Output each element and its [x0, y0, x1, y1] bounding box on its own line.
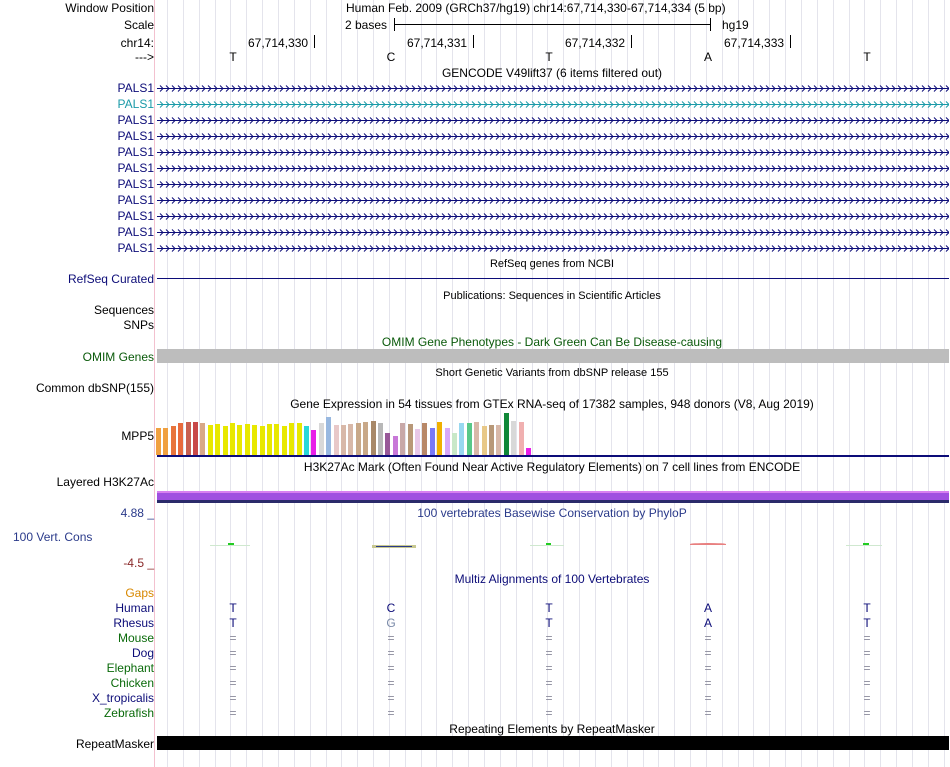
gridline — [595, 0, 596, 767]
gtex-tissue-bar[interactable] — [430, 428, 435, 455]
multiz-base: G — [386, 616, 396, 630]
gtex-tissue-bar[interactable] — [393, 436, 398, 455]
gridline — [563, 0, 564, 767]
gencode-transcript[interactable] — [157, 168, 949, 169]
gridline — [801, 0, 802, 767]
refseq-track-title[interactable]: RefSeq genes from NCBI — [489, 258, 615, 270]
gridline — [262, 0, 263, 767]
gtex-tissue-bar[interactable] — [422, 423, 427, 455]
multiz-species-label[interactable]: Zebrafish — [103, 706, 154, 720]
multiz-base: = — [545, 646, 553, 660]
publications-track-title[interactable]: Publications: Sequences in Scientific Articles — [443, 290, 661, 302]
gridline — [373, 0, 374, 767]
gtex-tissue-bar[interactable] — [274, 424, 279, 455]
multiz-base: = — [229, 646, 237, 660]
coord-3: 67,714,332 — [565, 36, 626, 50]
gridline — [215, 0, 216, 767]
gtex-tissue-bar[interactable] — [348, 424, 353, 455]
gridline — [896, 0, 897, 767]
gridline — [579, 0, 580, 767]
gridline — [357, 0, 358, 767]
gridline — [341, 0, 342, 767]
multiz-base: = — [545, 661, 553, 675]
gtex-track-label[interactable]: MPP5 — [121, 429, 154, 443]
gridline — [468, 0, 469, 767]
gencode-transcript[interactable] — [157, 88, 949, 89]
multiz-base: T — [863, 616, 871, 630]
strand-label: ---> — [135, 50, 154, 64]
gridline — [817, 0, 818, 767]
multiz-base: = — [387, 631, 395, 645]
base-5: T — [863, 50, 871, 64]
coord-4: 67,714,333 — [724, 36, 785, 50]
dbsnp-track-title[interactable]: Short Genetic Variants from dbSNP release 155 — [435, 367, 669, 379]
base-1: T — [229, 50, 237, 64]
multiz-base: = — [704, 661, 712, 675]
multiz-species-label[interactable]: Dog — [131, 646, 154, 660]
gencode-track-title[interactable]: GENCODE V49lift37 (6 items filtered out) — [441, 66, 663, 80]
multiz-base: T — [863, 601, 871, 615]
omim-track-title[interactable]: OMIM Gene Phenotypes - Dark Green Can Be Disease-causing — [381, 335, 723, 349]
multiz-species-label[interactable]: Gaps — [125, 586, 154, 600]
base-2: C — [386, 50, 396, 64]
scale-label: Scale — [123, 18, 154, 32]
gtex-tissue-bar[interactable] — [237, 425, 242, 455]
multiz-base: = — [704, 646, 712, 660]
refseq-gene-line[interactable] — [157, 278, 949, 279]
gridline — [785, 0, 786, 767]
gtex-tissue-bar[interactable] — [341, 425, 346, 455]
gridline — [849, 0, 850, 767]
gtex-tissue-bar[interactable] — [326, 417, 331, 455]
phylop-score-baseline — [846, 545, 882, 546]
gencode-gene-label[interactable]: PALS1 — [117, 209, 154, 223]
multiz-base: = — [545, 631, 553, 645]
multiz-base: T — [229, 616, 237, 630]
multiz-base: = — [387, 661, 395, 675]
dbsnp-track-label[interactable]: Common dbSNP(155) — [35, 381, 154, 395]
gtex-tissue-bar[interactable] — [519, 422, 524, 455]
multiz-base: = — [863, 691, 871, 705]
gridline — [627, 0, 628, 767]
gtex-tissue-bar[interactable] — [415, 429, 420, 455]
multiz-species-label[interactable]: Elephant — [106, 661, 154, 675]
multiz-base: = — [229, 676, 237, 690]
coord-tick-2 — [473, 35, 474, 48]
multiz-base: A — [703, 601, 713, 615]
gtex-tissue-bar[interactable] — [459, 423, 464, 455]
gtex-tissue-bar[interactable] — [489, 425, 494, 455]
coord-tick-4 — [790, 35, 791, 48]
gtex-tissue-bar[interactable] — [334, 425, 339, 455]
h3k27ac-track-label[interactable]: Layered H3K27Ac — [56, 475, 154, 489]
scale-bar — [394, 24, 711, 25]
h3k27ac-signal-base — [157, 500, 949, 503]
gtex-tissue-bar[interactable] — [178, 423, 183, 455]
gtex-tissue-bar[interactable] — [371, 421, 376, 455]
gridline — [310, 0, 311, 767]
gtex-tissue-bar[interactable] — [252, 425, 257, 455]
omim-track-label[interactable]: OMIM Genes — [82, 350, 154, 364]
multiz-base: = — [863, 661, 871, 675]
gridline — [738, 0, 739, 767]
multiz-base: T — [229, 601, 237, 615]
gridline — [167, 0, 168, 767]
chrom-label: chr14: — [120, 36, 154, 50]
gridline — [944, 0, 945, 767]
gencode-transcript[interactable] — [157, 152, 949, 153]
multiz-track-title[interactable]: Multiz Alignments of 100 Vertebrates — [454, 572, 650, 586]
coord-tick-1 — [314, 35, 315, 48]
phylop-score-baseline — [530, 545, 564, 546]
gtex-track-title[interactable]: Gene Expression in 54 tissues from GTEx RNA-seq of 17382 samples, 948 donors (V8, Aug 2019) — [290, 397, 814, 411]
gridline — [928, 0, 929, 767]
gtex-tissue-bar[interactable] — [260, 426, 265, 455]
gridline — [833, 0, 834, 767]
gridline — [183, 0, 184, 767]
h3k27ac-signal — [157, 493, 949, 500]
gridline — [405, 0, 406, 767]
gtex-tissue-bar[interactable] — [474, 422, 479, 455]
phylop-track-title[interactable]: 100 vertebrates Basewise Conservation by PhyloP — [417, 506, 687, 520]
phylop-ymax-label: 4.88 _ — [120, 506, 154, 520]
assembly-label: hg19 — [722, 18, 749, 32]
publications-snps-label[interactable]: SNPs — [123, 318, 154, 332]
multiz-base: = — [229, 661, 237, 675]
gencode-transcript[interactable] — [157, 120, 949, 121]
gtex-tissue-bar[interactable] — [452, 433, 457, 455]
multiz-base: A — [703, 616, 713, 630]
coord-2: 67,714,331 — [407, 36, 468, 50]
phylop-score-mark — [376, 546, 412, 547]
gtex-tissue-bar[interactable] — [223, 426, 228, 455]
gtex-tissue-bar[interactable] — [163, 428, 168, 455]
gridline — [452, 0, 453, 767]
multiz-species-label[interactable]: Rhesus — [113, 616, 154, 630]
gridline — [611, 0, 612, 767]
gtex-tissue-bar[interactable] — [156, 428, 161, 455]
gridline — [278, 0, 279, 767]
gridline — [421, 0, 422, 767]
multiz-base: = — [387, 706, 395, 720]
gtex-tissue-bar[interactable] — [504, 413, 509, 455]
gtex-tissue-bar[interactable] — [215, 424, 220, 455]
gridline — [658, 0, 659, 767]
gtex-tissue-bar[interactable] — [496, 425, 501, 455]
gridline — [326, 0, 327, 767]
gtex-tissue-bar[interactable] — [378, 423, 383, 455]
multiz-base: = — [863, 676, 871, 690]
omim-gene-bar[interactable] — [157, 349, 949, 363]
gtex-tissue-bar[interactable] — [445, 428, 450, 455]
gtex-tissue-bar[interactable] — [467, 423, 472, 455]
multiz-base: = — [863, 631, 871, 645]
gencode-transcript[interactable] — [157, 104, 949, 105]
multiz-base: = — [704, 691, 712, 705]
multiz-base: = — [387, 676, 395, 690]
gtex-tissue-bar[interactable] — [289, 423, 294, 455]
gencode-gene-label[interactable]: PALS1 — [117, 81, 154, 95]
gencode-transcript[interactable] — [157, 216, 949, 217]
gtex-tissue-bar[interactable] — [230, 423, 235, 455]
multiz-base: = — [229, 706, 237, 720]
gtex-tissue-bar[interactable] — [304, 426, 309, 455]
gridline — [436, 0, 437, 767]
gtex-tissue-bar[interactable] — [297, 423, 302, 455]
gtex-tissue-bar[interactable] — [363, 422, 368, 455]
gridline — [246, 0, 247, 767]
window-position-value: Human Feb. 2009 (GRCh37/hg19) chr14:67,714,330-67,714,334 (5 bp) — [346, 1, 726, 15]
gtex-tissue-bar[interactable] — [186, 422, 191, 455]
gridline — [880, 0, 881, 767]
refseq-track-label[interactable]: RefSeq Curated — [67, 272, 154, 286]
gencode-gene-label[interactable]: PALS1 — [117, 193, 154, 207]
gridline — [674, 0, 675, 767]
gtex-tissue-bar[interactable] — [267, 424, 272, 455]
multiz-base: = — [387, 691, 395, 705]
gtex-tissue-bar[interactable] — [408, 424, 413, 455]
gridline — [769, 0, 770, 767]
base-3: T — [545, 50, 553, 64]
gencode-transcript[interactable] — [157, 232, 949, 233]
phylop-score-baseline — [210, 545, 250, 546]
gridline — [532, 0, 533, 767]
gtex-tissue-bar[interactable] — [171, 426, 176, 455]
multiz-base: T — [545, 601, 553, 615]
gtex-tissue-bar[interactable] — [511, 421, 516, 455]
gencode-transcript[interactable] — [157, 136, 949, 137]
gtex-tissue-bar[interactable] — [385, 433, 390, 455]
scale-bar-left-tick — [394, 18, 395, 31]
multiz-species-label[interactable]: X_tropicalis — [91, 691, 154, 705]
repeatmasker-track-title[interactable]: Repeating Elements by RepeatMasker — [449, 722, 655, 736]
publications-sequences-label[interactable]: Sequences — [93, 303, 154, 317]
base-4: A — [703, 50, 713, 64]
gtex-tissue-bar[interactable] — [245, 424, 250, 455]
gridline — [690, 0, 691, 767]
multiz-species-label[interactable]: Mouse — [117, 631, 154, 645]
gridline — [199, 0, 200, 767]
coord-tick-3 — [631, 35, 632, 48]
gencode-transcript[interactable] — [157, 248, 949, 249]
phylop-ymin-label: -4.5 _ — [123, 556, 154, 570]
multiz-base: = — [545, 676, 553, 690]
multiz-base: = — [863, 706, 871, 720]
multiz-base: = — [229, 691, 237, 705]
repeatmasker-track-label[interactable]: RepeatMasker — [75, 737, 154, 751]
phylop-track-label[interactable]: 100 Vert. Cons — [13, 530, 93, 544]
gridline — [516, 0, 517, 767]
gencode-gene-label[interactable]: PALS1 — [117, 145, 154, 159]
phylop-score-mark — [690, 543, 726, 545]
gencode-gene-label[interactable]: PALS1 — [117, 177, 154, 191]
multiz-base: = — [229, 631, 237, 645]
multiz-base: = — [704, 631, 712, 645]
gtex-tissue-bar[interactable] — [200, 423, 205, 455]
multiz-base: C — [386, 601, 396, 615]
repeatmasker-element[interactable] — [157, 736, 949, 750]
label-divider — [154, 0, 155, 767]
gencode-gene-label[interactable]: PALS1 — [117, 129, 154, 143]
gridline — [294, 0, 295, 767]
gtex-tissue-bar[interactable] — [526, 448, 531, 455]
gencode-transcript[interactable] — [157, 184, 949, 185]
multiz-base: = — [545, 691, 553, 705]
multiz-species-label[interactable]: Human — [115, 601, 154, 615]
h3k27ac-track-title[interactable]: H3K27Ac Mark (Often Found Near Active Regulatory Elements) on 7 cell lines from ENCODE — [303, 460, 801, 474]
gridline — [722, 0, 723, 767]
multiz-base: = — [545, 706, 553, 720]
scale-value: 2 bases — [345, 18, 388, 32]
multiz-base: = — [387, 646, 395, 660]
multiz-base: = — [863, 646, 871, 660]
gridline — [484, 0, 485, 767]
gencode-gene-label[interactable]: PALS1 — [117, 113, 154, 127]
multiz-base: T — [545, 616, 553, 630]
window-position-label: Window Position — [65, 1, 154, 15]
gencode-transcript[interactable] — [157, 200, 949, 201]
gtex-tissue-bar[interactable] — [282, 426, 287, 455]
gtex-tissue-bar[interactable] — [400, 423, 405, 455]
gencode-gene-label[interactable]: PALS1 — [117, 97, 154, 111]
gridline — [643, 0, 644, 767]
multiz-base: = — [704, 706, 712, 720]
gencode-gene-label[interactable]: PALS1 — [117, 161, 154, 175]
gencode-gene-label[interactable]: PALS1 — [117, 225, 154, 239]
gtex-tissue-bar[interactable] — [319, 423, 324, 455]
multiz-species-label[interactable]: Chicken — [110, 676, 154, 690]
multiz-base: = — [704, 676, 712, 690]
gridline — [753, 0, 754, 767]
scale-bar-right-tick — [710, 18, 711, 31]
gtex-tissue-bar[interactable] — [193, 422, 198, 455]
gtex-tissue-bar[interactable] — [437, 422, 442, 455]
gencode-gene-label[interactable]: PALS1 — [117, 241, 154, 255]
gridline — [912, 0, 913, 767]
gtex-tissue-bar[interactable] — [208, 425, 213, 455]
gtex-tissue-bar[interactable] — [311, 430, 316, 455]
gtex-tissue-bar[interactable] — [356, 423, 361, 455]
gtex-tissue-bar[interactable] — [482, 426, 487, 455]
coord-1: 67,714,330 — [248, 36, 309, 50]
gtex-gene-line — [157, 455, 949, 457]
gridline — [500, 0, 501, 767]
